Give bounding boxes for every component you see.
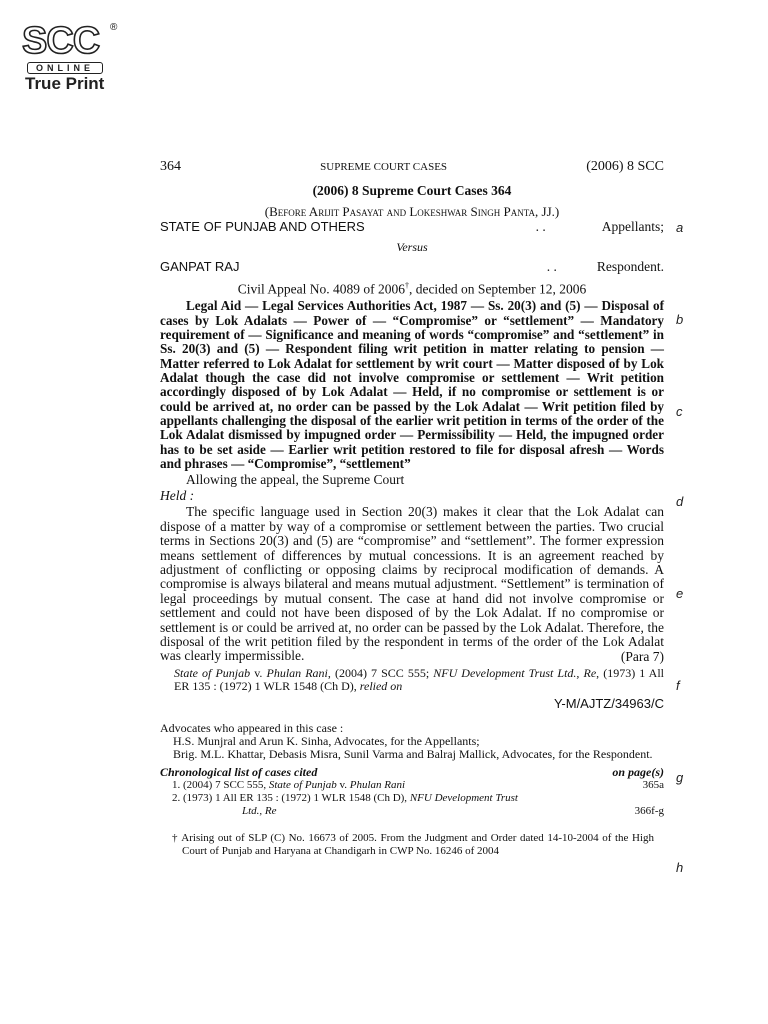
advocates-heading: Advocates who appeared in this case : bbox=[160, 720, 344, 735]
held-label: Held : bbox=[160, 487, 195, 503]
appellant-role: Appellants; bbox=[601, 219, 664, 235]
list-item-continuation bbox=[172, 805, 664, 818]
appellant-name: STATE OF PUNJAB AND OTHERS bbox=[160, 219, 365, 235]
margin-letter-c: c bbox=[676, 404, 683, 419]
case-citation: (1973) 1 All ER 135 : (1972) 1 WLR 1548 (Ch D), bbox=[183, 791, 410, 804]
cases-cited-list bbox=[160, 779, 664, 818]
cited-case-3: NFU Development Trust Ltd., Re bbox=[433, 666, 597, 681]
case-number: 1. bbox=[172, 778, 181, 791]
cited-case-2: Phulan Rani bbox=[266, 666, 328, 681]
scc-online-logo bbox=[22, 22, 122, 92]
appeal-number: Civil Appeal No. 4089 of 2006 bbox=[237, 281, 405, 297]
appellant-dots: . . bbox=[535, 219, 546, 235]
margin-letter-h: h bbox=[676, 860, 684, 875]
cited-citation-1: , (2004) 7 SCC 555; bbox=[327, 666, 434, 681]
held-para-ref: (Para 7) bbox=[620, 648, 664, 664]
page-content bbox=[160, 160, 664, 858]
versus: Versus bbox=[396, 239, 428, 254]
reference-code: Y-M/AJTZ/34963/C bbox=[553, 696, 664, 712]
respondent-line bbox=[160, 260, 664, 274]
cited-case-1: State of Punjab bbox=[174, 666, 251, 681]
cases-cited-header bbox=[160, 765, 664, 779]
bench: (Before Arijit Pasayat and Lokeshwar Singh Panta, JJ.) bbox=[264, 203, 560, 219]
case-v: v. bbox=[336, 778, 350, 791]
headnote: Legal Aid — Legal Services Authorities Act, 1987 — Ss. 20(3) and (5) — Disposal of cases by Lok Adalats — Power of — “Compromise” or “settlement” — Mandatory requirement of — Significance and meaning of words “compromise” and “settlement” in Ss. 20(3) and (5) — Respondent filing writ petition in matter relating to pension — Matter referred to Lok Adalat for settlement by writ court — Matter disposed of by Lok Adalat though the case did not involve compromise or settlement — Writ petition accordingly disposed of by Lok Adalat — Held, if no compromise or settlement is or could be arrived at, no order can be passed by the Lok Adalat — Writ petition filed by appellants challenging the disposal of the earlier writ petition in terms of the order of the Lok Adalat dismissed by impugned order — Permissibility — Held, the impugned order has to be set aside — Earlier writ petition restored to file for disposal afresh — Words and phrases — “Compromise”, “settlement” bbox=[160, 298, 664, 472]
case-citation: (2004) 7 SCC 555, bbox=[183, 778, 269, 791]
margin-letter-g: g bbox=[676, 770, 684, 785]
case-name-continued: Ltd., Re bbox=[242, 804, 277, 817]
case-name: State of Punjab bbox=[268, 778, 337, 791]
margin-letter-e: e bbox=[676, 586, 684, 601]
logo-tagline: True Print bbox=[25, 74, 105, 93]
cited-v: v. bbox=[250, 666, 267, 681]
page-number: 364 bbox=[160, 159, 181, 174]
margin-letter-a: a bbox=[676, 220, 684, 235]
appeal-dagger: † bbox=[404, 281, 409, 291]
allowing-text: Allowing the appeal, the Supreme Court bbox=[186, 472, 405, 488]
cases-cited-heading: Chronological list of cases cited bbox=[160, 764, 318, 779]
held-paragraph: The specific language used in Section 20(3) makes it clear that the Lok Adalat can dispose of a matter by way of a compromise or settlement between the parties. Two crucial terms in Sections 20(3) and (5) are “compromise” and “settlement”. The former expression means settlement of differences by mutual concessions. It is an agreement reached by adjustment of conflicting or opposing claims by reciprocal modification of demands. A compromise is always bilateral and means mutual adjustment. “Settlement” is termination of legal proceedings by mutual consent. The case at hand did not involve compromise or settlement and could not have been disposed of by the Lok Adalat. If no compromise or settlement is or could be arrived at, no order can be passed by the Lok Adalat. Therefore, the disposal of the writ petition filed by the respondent in terms of the order of the Lok Adalat was clearly impermissible. bbox=[160, 504, 664, 664]
cases-cited-page-heading: on page(s) bbox=[612, 764, 664, 779]
header-citation: (2006) 8 SCC bbox=[586, 159, 664, 174]
list-item bbox=[172, 792, 664, 805]
advocates-respondent: Brig. M.L. Khattar, Debasis Misra, Sunil Varma and Balraj Mallick, Advocates, for the Respondent. bbox=[173, 746, 653, 761]
respondent-name: GANPAT RAJ bbox=[160, 259, 240, 275]
advocates-section bbox=[160, 722, 664, 761]
appeal-info bbox=[160, 279, 664, 297]
decision-date: , decided on September 12, 2006 bbox=[408, 281, 587, 297]
list-item bbox=[172, 779, 664, 792]
respondent-dots: . . bbox=[546, 259, 557, 275]
cited-relied-on: relied on bbox=[359, 679, 403, 694]
logo-brand: SCC bbox=[22, 20, 100, 62]
logo-online-box: ONLINE bbox=[27, 62, 103, 74]
margin-letter-f: f bbox=[676, 678, 680, 693]
case-name-2: Phulan Rani bbox=[349, 778, 406, 791]
respondent-role: Respondent. bbox=[596, 259, 664, 275]
reporter-name: SUPREME COURT CASES bbox=[320, 161, 448, 173]
logo-registered-mark: ® bbox=[110, 22, 118, 33]
case-page: 365a bbox=[642, 778, 664, 791]
cited-citation-2: , (1973) 1 All ER 135 : (1972) 1 WLR 1548 (Ch D), bbox=[174, 666, 665, 694]
case-title: (2006) 8 Supreme Court Cases 364 bbox=[312, 183, 512, 199]
footnote: † Arising out of SLP (C) No. 16673 of 2005. From the Judgment and Order dated 14-10-2004 of the High Court of Punjab and Haryana at Chandigarh in CWP No. 16246 of 2004 bbox=[172, 831, 654, 857]
case-number: 2. bbox=[172, 791, 181, 804]
margin-letter-d: d bbox=[676, 494, 684, 509]
case-page: 366f-g bbox=[634, 804, 664, 817]
case-name: NFU Development Trust bbox=[409, 791, 518, 804]
advocates-appellants: H.S. Munjral and Arun K. Sinha, Advocates, for the Appellants; bbox=[173, 733, 480, 748]
cited-reference bbox=[160, 667, 664, 693]
appellant-line bbox=[160, 220, 664, 234]
margin-letter-b: b bbox=[676, 312, 684, 327]
running-header bbox=[160, 160, 664, 174]
